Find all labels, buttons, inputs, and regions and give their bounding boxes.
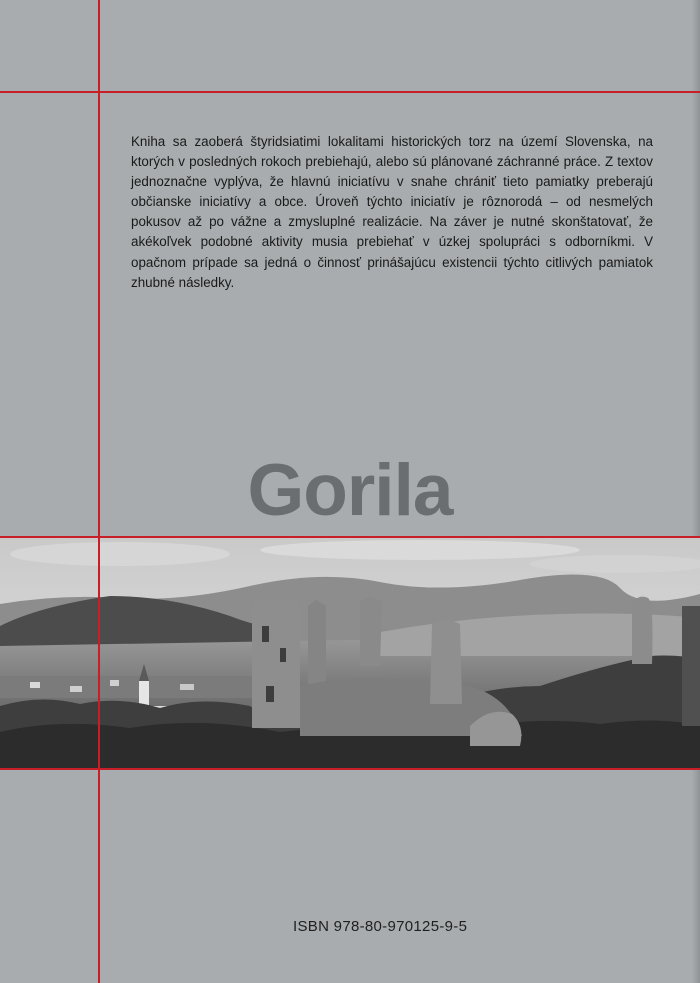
guide-line-photo-bottom: [0, 768, 700, 770]
guide-line-top: [0, 91, 700, 93]
guide-line-left: [98, 0, 100, 983]
back-cover-blurb: Kniha sa zaoberá štyridsiatimi lokalitami historických torz na území Slovenska, na ktorých v posledných rokoch prebiehajú, alebo sú plánované záchranné práce. Z textov jednoznačne vyplýva, že hlavnú iniciatívu v snahe chrániť tieto pamiatky preberajú občianske iniciatívy a obce. Úroveň týchto iniciatív je rôznorodá – od nesmelých pokusov až po vážne a zmysluplné realizácie. Na záver je nutné skonštatovať, že akékoľvek podobné aktivity musia prebiehať v úzkej spolupráci s odborníkmi. V opačnom prípade sa jedná o činnosť prinášajúcu existencii týchto citlivých pamiatok zhubné následky.: [131, 134, 653, 290]
publisher-logo: Gorila: [247, 450, 453, 531]
guide-line-photo-top: [0, 536, 700, 538]
isbn-label: ISBN 978-80-970125-9-5: [293, 918, 468, 935]
castle-ruins-photo: [0, 536, 700, 770]
